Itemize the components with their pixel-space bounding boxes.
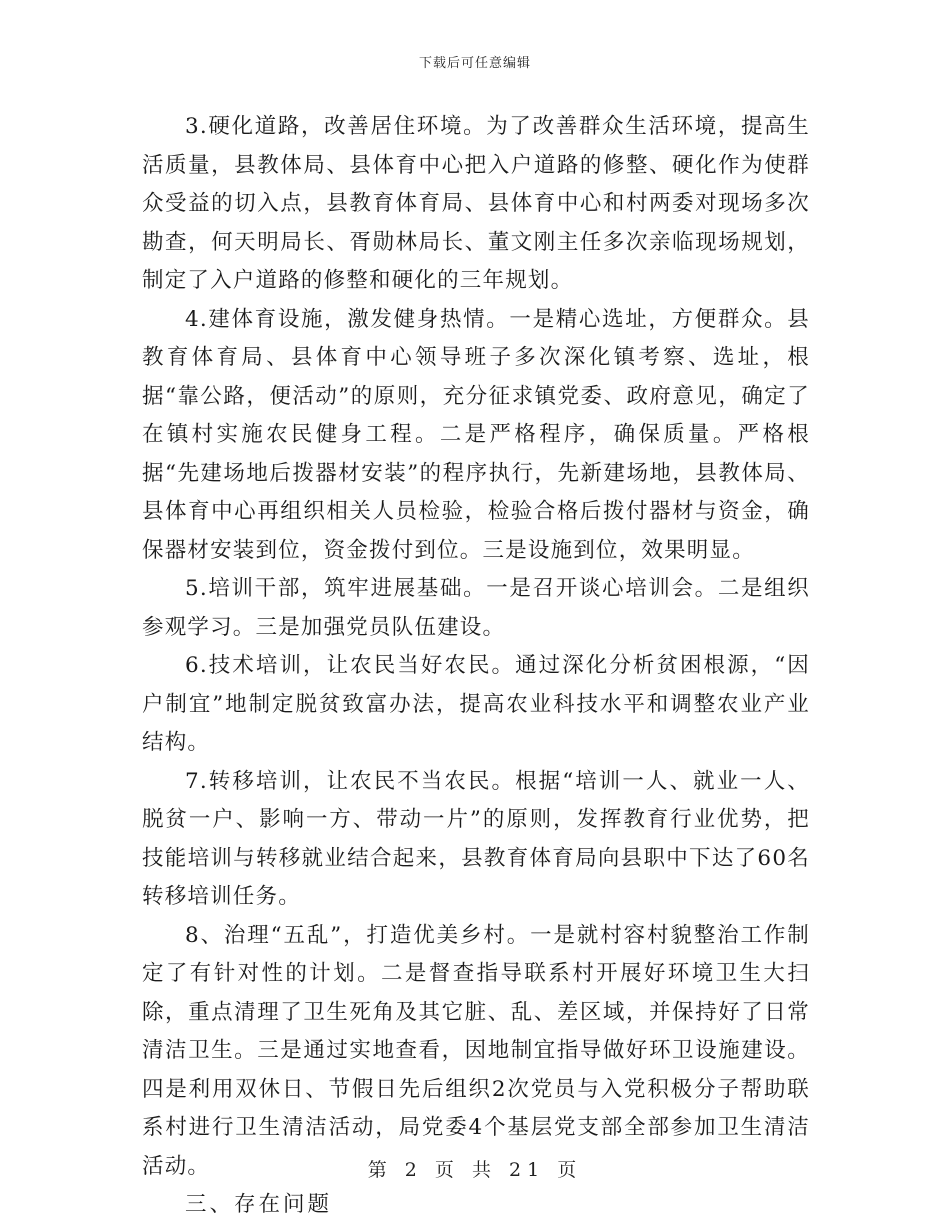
paragraph-4-sports-facilities: 4.建体育设施，激发健身热情。一是精心选址，方便群众。县教育体育局、县体育中心领导班子多次深化镇考察、选址，根据“靠公路，便活动”的原则，充分征求镇党委、政府意见，确定了在镇村实施农民健身工程。二是严格程序，确保质量。严格根据“先建场地后拨器材安装”的程序执行，先新建场地，县教体局、县体育中心再组织相关人员检验，检验合格后拨付器材与资金，确保器材安装到位，资金拨付到位。三是设施到位，效果明显。 bbox=[142, 306, 810, 563]
page-header-note: 下载后可任意编辑 bbox=[418, 56, 531, 71]
paragraph-5-cadre-training: 5.培训干部，筑牢进展基础。一是召开谈心培训会。二是组织参观学习。三是加强党员队伍建设。 bbox=[142, 576, 810, 640]
section-heading-existing-problems: 三、存在问题 bbox=[185, 1192, 333, 1217]
paragraph-3-road-hardening: 3.硬化道路，改善居住环境。为了改善群众生活环境，提高生活质量，县教体局、县体育中心把入户道路的修整、硬化作为使群众受益的切入点，县教育体育局、县体育中心和村两委对现场多次勘查，何天明局长、胥勋林局长、董文刚主任多次亲临现场规划，制定了入户道路的修整和硬化的三年规划。 bbox=[142, 114, 810, 293]
paragraph-7-transfer-training: 7.转移培训，让农民不当农民。根据“培训一人、就业一人、脱贫一户、影响一方、带动一片”的原则，发挥教育行业优势，把技能培训与转移就业结合起来，县教育体育局向县职中下达了60名转移培训任务。 bbox=[142, 768, 810, 909]
paragraph-6-technical-training: 6.技术培训，让农民当好农民。通过深化分析贫困根源，“因户制宜”地制定脱贫致富办法，提高农业科技水平和调整农业产业结构。 bbox=[142, 653, 810, 755]
paragraph-8-village-cleanup: 8、治理“五乱”，打造优美乡村。一是就村容村貌整治工作制定了有针对性的计划。二是督查指导联系村开展好环境卫生大扫除，重点清理了卫生死角及其它脏、乱、差区域，并保持好了日常清洁卫生。三是通过实地查看，因地制宜指导做好环卫设施建设。四是利用双休日、节假日先后组织2次党员与入党积极分子帮助联系村进行卫生清洁活动，局党委4个基层党支部全部参加卫生清洁活动。 bbox=[142, 922, 810, 1179]
page-number-footer: 第 2 页 共 21 页 bbox=[367, 1159, 583, 1181]
document-body bbox=[142, 108, 810, 1225]
